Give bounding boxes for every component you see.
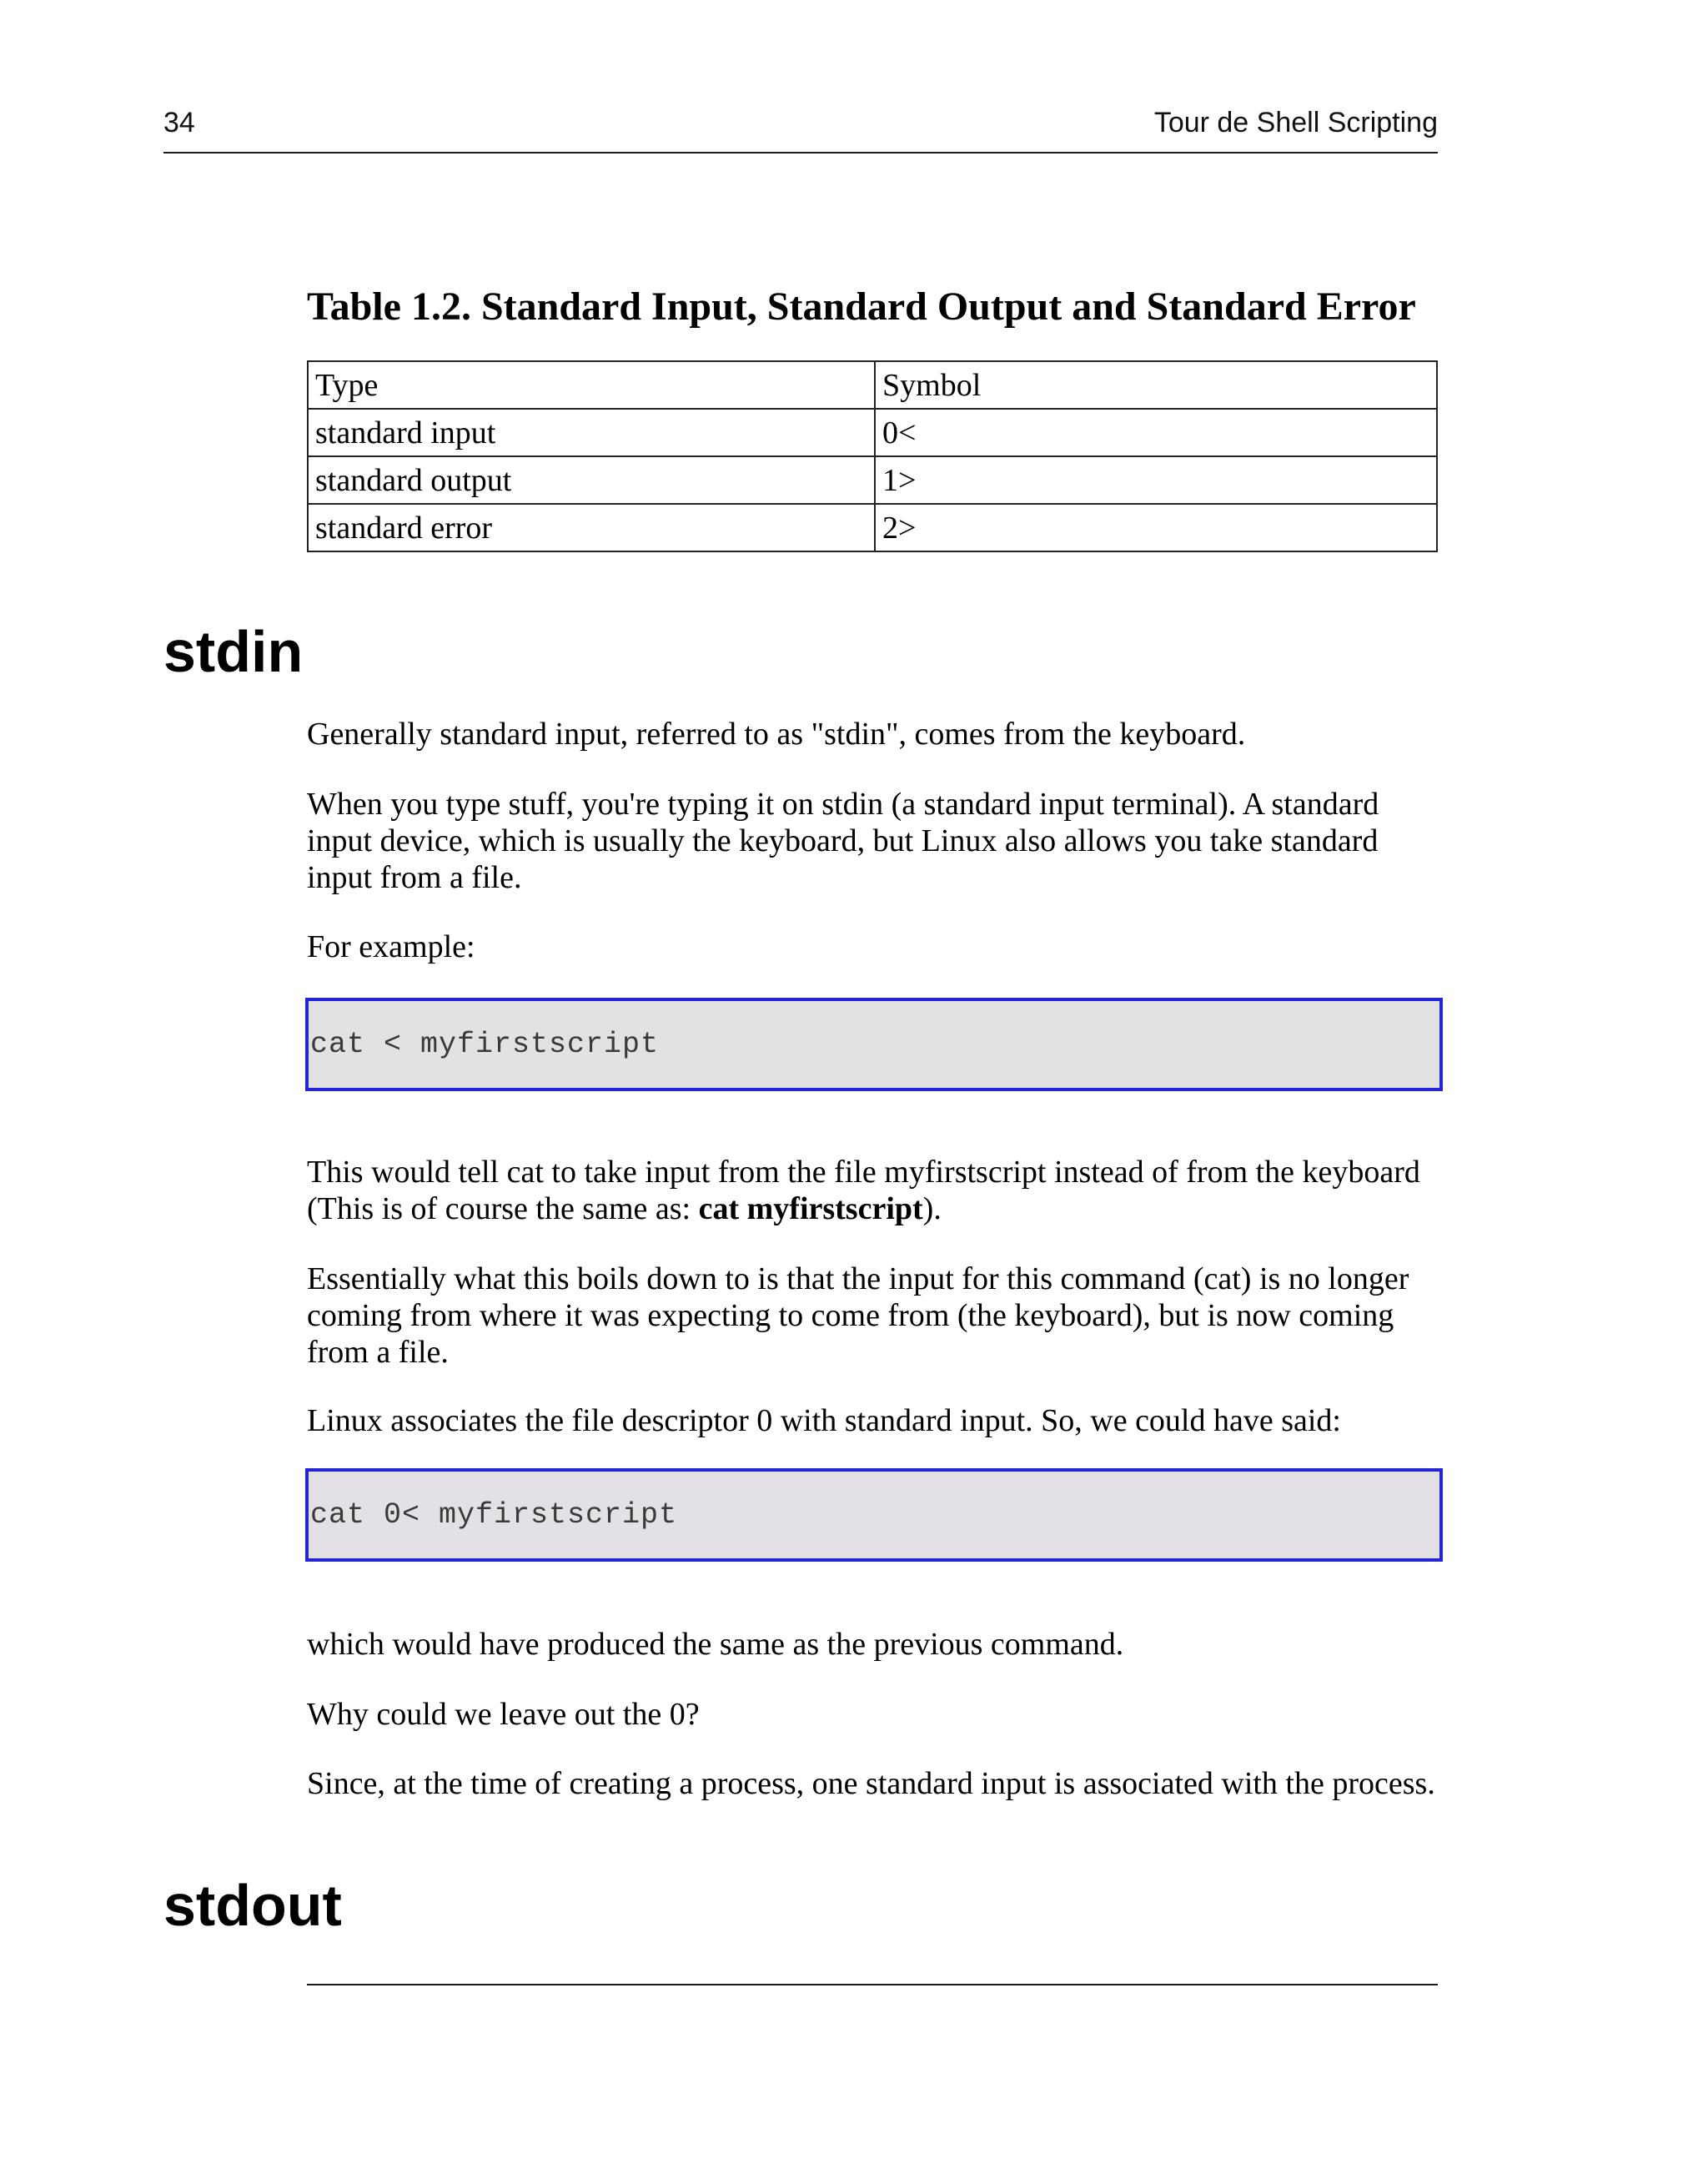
- paragraph-file-descriptor: Linux associates the file descriptor 0 with standard input. So, we could have said:: [307, 1403, 1341, 1438]
- cell-type: standard error: [308, 504, 875, 551]
- running-title: Tour de Shell Scripting: [1153, 107, 1438, 138]
- table-title: Table 1.2. Standard Input, Standard Output and Standard Error: [307, 284, 1416, 329]
- paragraph-why-leave-out: Why could we leave out the 0?: [307, 1697, 700, 1732]
- cell-symbol: 1>: [875, 456, 1437, 504]
- table-row: [308, 504, 1437, 551]
- cell-symbol: 2>: [875, 504, 1437, 551]
- column-header-type: Type: [308, 361, 875, 409]
- inline-command: cat myfirstscript: [698, 1191, 923, 1226]
- paragraph-stdin-intro: Generally standard input, referred to as "stdin", comes from the keyboard.: [307, 717, 1246, 752]
- code-text: cat 0< myfirstscript: [310, 1498, 678, 1532]
- std-streams-table: [307, 360, 1438, 552]
- paragraph-stdin-typing: When you type stuff, you're typing it on stdin (a standard input terminal). A standard input device, which is usually the keyboard, but Linux also allows you take standard input from a file.: [307, 787, 1379, 895]
- paragraph-cat-explanation: [307, 1154, 1449, 1227]
- code-text: cat < myfirstscript: [310, 1028, 660, 1061]
- footer-divider: [307, 1984, 1438, 1985]
- cell-symbol: 0<: [875, 409, 1437, 456]
- section-heading-stdout: stdout: [163, 1873, 342, 1938]
- page-header: [163, 103, 1438, 153]
- table-header-row: [308, 361, 1437, 409]
- table-row: [308, 409, 1437, 456]
- paragraph-same-result: which would have produced the same as the previous command.: [307, 1627, 1124, 1662]
- text-fragment: ).: [922, 1191, 942, 1226]
- paragraph-essentially: Essentially what this boils down to is that the input for this command (cat) is no longer coming from where it was expecting to come from (the keyboard), but is now coming from a file.: [307, 1261, 1409, 1370]
- code-block: [305, 998, 1443, 1091]
- page-number: 34: [163, 107, 195, 138]
- column-header-symbol: Symbol: [875, 361, 1437, 409]
- cell-type: standard input: [308, 409, 875, 456]
- code-block: [305, 1468, 1443, 1562]
- cell-type: standard output: [308, 456, 875, 504]
- paragraph-for-example: For example:: [307, 929, 475, 964]
- text-fragment: This would tell cat to take input from the file myfirstscript instead of from the keyboard (This is of course the same as:: [307, 1155, 1420, 1226]
- paragraph-since: Since, at the time of creating a process, one standard input is associated with the process.: [307, 1766, 1435, 1801]
- table-row: [308, 456, 1437, 504]
- section-heading-stdin: stdin: [163, 619, 304, 684]
